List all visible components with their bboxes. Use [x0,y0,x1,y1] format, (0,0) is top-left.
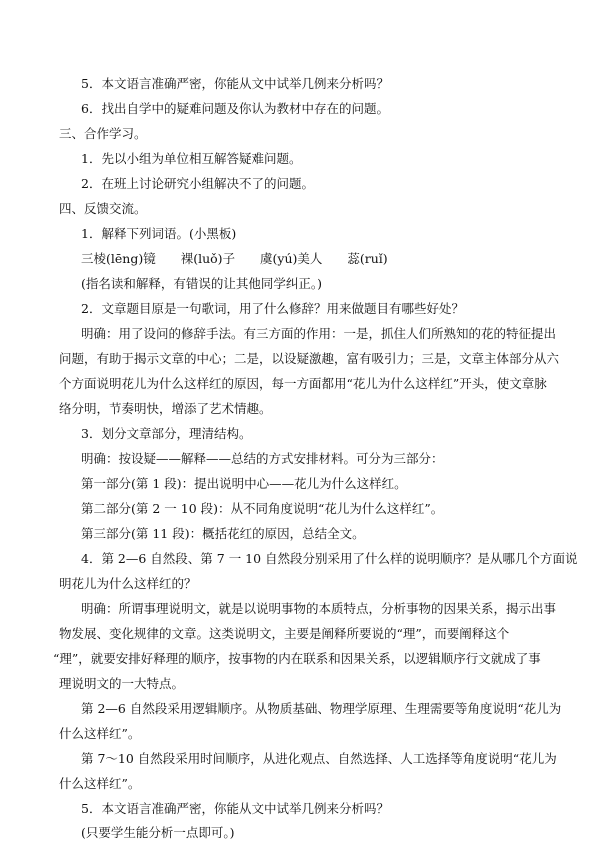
text-line: 2．文章题目原是一句歌词，用了什么修辞？用来做题目有哪些好处？ [81,301,464,316]
text-line: 第一部分(第 1 段)：提出说明中心——花儿为什么这样红。 [81,476,407,491]
text-line: 1．先以小组为单位相互解答疑难问题。 [81,151,302,166]
text-line: 明确：按设疑——解释——总结的方式安排材料。可分为三部分： [81,451,444,466]
text-line: 5．本文语言准确严密，你能从文中试举几例来分析吗？ [81,76,389,91]
text-line: 理说明文的一大特点。 [59,676,185,691]
vocabulary-line: 三棱(lēng)镜 裸(luǒ)子 虞(yú)美人 蕊(ruǐ) [81,251,388,266]
text-line: 4．第 2—6 自然段、第 7 一 10 自然段分别采用了什么样的说明顺序？是从哪几个方面说 [81,551,578,566]
text-line: 络分明，节奏明快，增添了艺术情趣。 [59,401,272,416]
text-line: 第 2—6 自然段采用逻辑顺序。从物质基础、物理学原理、生理需要等角度说明“花儿为 [81,701,562,716]
text-line: 第二部分(第 2 一 10 段)：从不同角度说明“花儿为什么这样红”。 [81,501,444,516]
text-line: “理”，就要安排好释理的顺序，按事物的内在联系和因果关系，以逻辑顺序行文就成了事 [53,651,541,666]
text-line: 6．找出自学中的疑难问题及你认为教材中存在的问题。 [81,101,389,116]
text-line: 5．本文语言准确严密，你能从文中试举几例来分析吗？ [81,801,389,816]
text-line: 2．在班上讨论研究小组解决不了的问题。 [81,176,314,191]
text-line: 个方面说明花儿为什么这样红的原因，每一方面都用“花儿为什么这样红”开头，使文章脉 [59,376,547,391]
text-line: 1．解释下列词语。(小黑板) [81,226,237,241]
text-line: 什么这样红”。 [59,726,141,741]
text-line: 明花儿为什么这样红的？ [59,576,197,591]
text-line: 什么这样红”。 [59,776,141,791]
text-line: 第三部分(第 11 段)：概括花红的原因，总结全文。 [81,526,365,541]
text-line: 3．划分文章部分，理清结构。 [81,426,252,441]
text-line: 第 7～10 自然段采用时间顺序，从进化观点、自然选择、人工选择等角度说明“花儿为 [81,751,557,766]
section-heading: 四、反馈交流。 [59,201,147,216]
text-line: (只要学生能分析一点即可。) [81,825,235,840]
section-heading: 三、合作学习。 [59,126,147,141]
text-line: 物发展、变化规律的文章。这类说明文，主要是阐释所要说的“理”，而要阐释这个 [59,626,510,641]
text-line: (指名读和解释，有错误的让其他同学纠正。) [81,276,323,291]
text-line: 问题，有助于揭示文章的中心；二是，以设疑激趣，富有吸引力；三是，文章主体部分从六 [59,351,560,366]
text-line: 明确：所谓事理说明文，就是以说明事物的本质特点，分析事物的因果关系，揭示出事 [81,601,557,616]
text-line: 明确：用了设问的修辞手法。有三方面的作用：一是，抓住人们所熟知的花的特征提出 [81,326,557,341]
